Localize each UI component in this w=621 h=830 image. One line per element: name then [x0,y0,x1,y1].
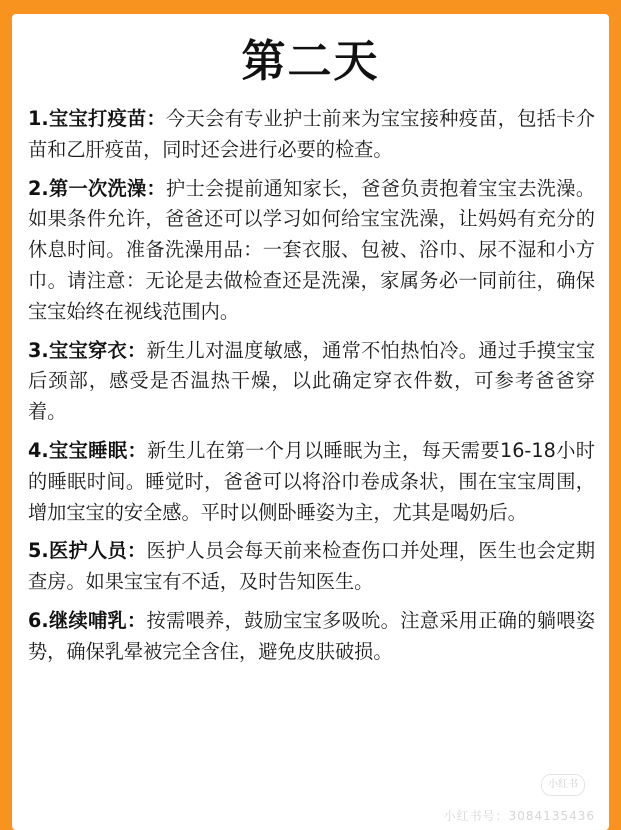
watermark-logo: 小红书 [541,774,585,796]
list-item-medical-staff [28,536,595,598]
list-item-dressing [28,336,595,428]
item-heading: 2.第一次洗澡： [28,176,167,200]
item-body: 医护人员会每天前来检查伤口并处理，医生也会定期查房。如果宝宝有不适，及时告知医生。 [28,539,596,594]
list-item-vaccine [28,104,595,166]
list-item-breastfeeding [28,606,595,668]
item-heading: 5.医护人员： [28,539,147,563]
page-title: 第二天 [241,36,380,87]
item-body: 今天会有专业护士前来为宝宝接种疫苗，包括卡介苗和乙肝疫苗，同时还会进行必要的检查。 [28,107,596,161]
item-heading: 4.宝宝睡眠： [28,438,148,462]
item-heading: 3.宝宝穿衣： [28,338,147,362]
item-body: 按需喂养，鼓励宝宝多吸吮。注意采用正确的躺喂姿势，确保乳晕被完全含住，避免皮肤破损。 [28,608,596,663]
watermark-text: 小红书号：3084135436 [443,809,595,823]
list-item-first-bath [28,174,595,328]
item-heading: 6.继续哺乳： [28,608,147,632]
list-item-sleep [28,436,595,528]
document-page [12,14,609,830]
item-body: 护士会提前通知家长，爸爸负责抱着宝宝去洗澡。如果条件允许，爸爸还可以学习如何给宝宝洗澡，让妈妈有充分的休息时间。准备洗澡用品：一套衣服、包被、浴巾、尿不湿和小方巾。请注意：无论是去做检查还是洗澡，家属务必一同前往，确保宝宝始终在视线范围内。 [28,176,596,323]
item-list [12,104,609,668]
item-body: 新生儿对温度敏感，通常不怕热怕冷。通过手摸宝宝后颈部，感受是否温热干燥，以此确定穿衣件数，可参考爸爸穿着。 [28,338,596,424]
item-body: 新生儿在第一个月以睡眠为主，每天需要16-18小时的睡眠时间。睡觉时，爸爸可以将浴巾卷成条状，围在宝宝周围，增加宝宝的安全感。平时以侧卧睡姿为主，尤其是喝奶后。 [28,438,595,524]
item-heading: 1.宝宝打疫苗： [28,107,167,130]
